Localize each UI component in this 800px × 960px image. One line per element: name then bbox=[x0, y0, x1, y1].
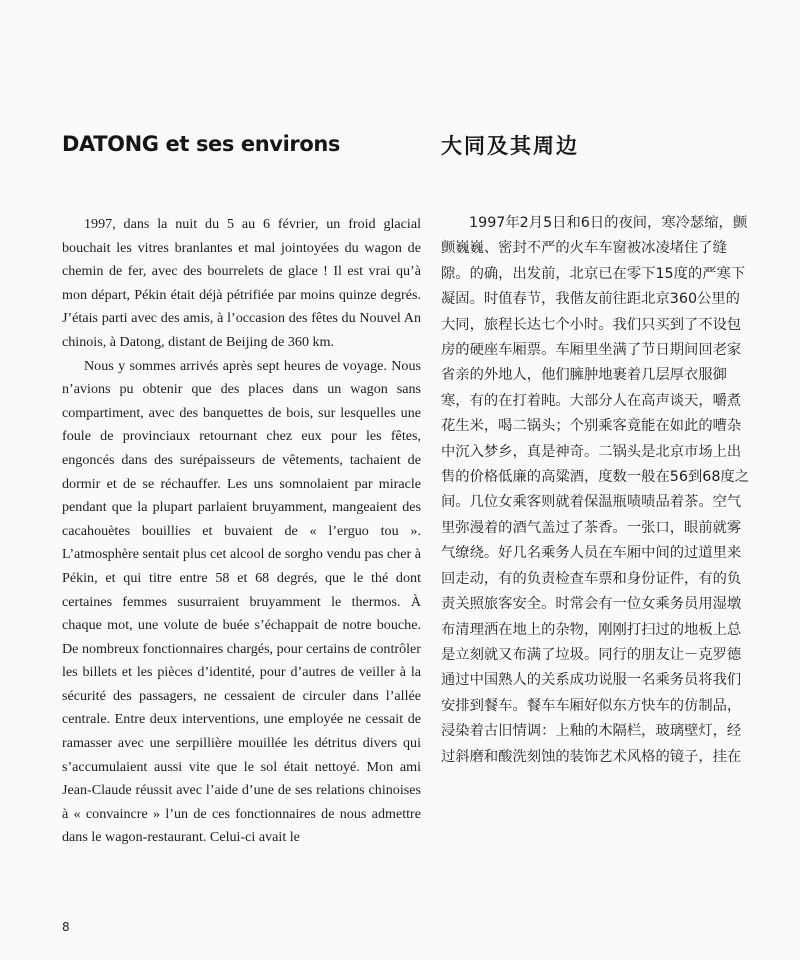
page-number: 8 bbox=[62, 920, 70, 934]
chinese-paragraph bbox=[441, 313, 771, 770]
chinese-line: 通过中国熟人的关系成功说服一名乘务员将我们 bbox=[441, 672, 742, 689]
chinese-line: 1997年2月5日和6日的夜间，寒冷瑟缩，颤 bbox=[469, 215, 748, 231]
chinese-column bbox=[441, 211, 771, 770]
french-paragraph: 1997, dans la nuit du 5 au 6 février, un froid glacial bouchait les vitres branlantes et mal jointoyées du wagon de chemin de fer, avec des bourrelets de glace ! Il est vrai qu’à mon départ, Pékin était déjà pétrifiée par moins quinze degrés. J’étais parti avec des amis, à l’occasion des fêtes du Nouvel An chinois, à Datong, distant de Beijing de 360 km. bbox=[62, 216, 421, 350]
chinese-line: 回走动，有的负责检查车票和身份证件，有的负 bbox=[441, 570, 742, 587]
chinese-line: 里弥漫着的酒气盖过了茶香。一张口，眼前就雾 bbox=[441, 519, 742, 536]
chinese-line: 中沉入梦乡，真是神奇。二锅头是北京市场上出 bbox=[441, 443, 742, 460]
chinese-line: 安排到餐车。餐车车厢好似东方快车的仿制品， bbox=[441, 697, 742, 714]
chinese-line: 是立刻就又布满了垃圾。同行的朋友让－克罗德 bbox=[441, 646, 742, 663]
chinese-line: 过斜磨和酸洗刻蚀的装饰艺术风格的镜子，挂在 bbox=[441, 748, 742, 765]
chinese-line: 房的硬座车厢票。车厢里坐满了节日期间回老家 bbox=[441, 342, 742, 359]
chinese-line: 省亲的外地人，他们臃肿地裹着几层厚衣服御 bbox=[441, 367, 727, 384]
chinese-line: 颤巍巍、密封不严的火车车窗被冰凌堵住了缝 bbox=[441, 240, 727, 257]
chinese-line: 大同，旅程长达七个小时。我们只买到了不设包 bbox=[441, 316, 742, 333]
chinese-title: 大同及其周边 bbox=[441, 134, 579, 158]
chinese-line: 花生米，喝二锅头；个别乘客竟能在如此的嘈杂 bbox=[441, 418, 742, 435]
french-column bbox=[62, 213, 421, 850]
chinese-line: 间。几位女乘客则就着保温瓶啧啧品着茶。空气 bbox=[441, 494, 742, 511]
chinese-line: 气缭绕。好几名乘务人员在车厢中间的过道里来 bbox=[441, 545, 742, 562]
chinese-line: 布清理洒在地上的杂物，刚刚打扫过的地板上总 bbox=[441, 621, 742, 638]
chinese-line: 凝固。时值春节，我偕友前往距北京360公里的 bbox=[441, 291, 740, 308]
french-paragraph: Nous y sommes arrivés après sept heures de voyage. Nous n’avions pu obtenir que des places dans un wagon sans compartiment, avec des banquettes de bois, sur lesquelles une foule de provinciaux retournant chez eux pour les fêtes, engoncés dans des surépaisseurs de vêtements, tachaient de dormir et de se réchauffer. Les uns somnolaient par miracle pendant que la plupart parlaient bruyamment, mangeaient des cacahouètes bouillies et buvaient de « l’erguo tou ». L’atmosphère sentait plus cet alcool de sorgho vendu pas cher à Pékin, et qui titre entre 58 et 68 degrés, que le thé dont certaines femmes susurraient bruyamment le thermos. À chaque mot, une volute de buée s’échappait de notre bouche. De nombreux fonctionnaires chargés, pour certains de contrôler les billets et les pièces d’identité, pour d’autres de veiller à la sécurité des passagers, ne cessaient de circuler dans l’allée centrale. Entre deux interventions, une employée ne cessait de ramasser avec une serpillière mouillée les détritus divers qui s’accumulaient aussi vite que le sol était nettoyé. Mon ami Jean-Claude réussit avec l’aide d’une de ses relations chinoises à « convaincre » l’un de ces fonctionnaires de nous admettre dans le wagon-restaurant. Celui-ci avait le bbox=[62, 357, 421, 846]
chinese-line: 寒，有的在打着盹。大部分人在高声谈天，嚼煮 bbox=[441, 392, 742, 409]
french-title: DATONG et ses environs bbox=[62, 132, 341, 156]
chinese-line: 售的价格低廉的高粱酒，度数一般在56到68度之 bbox=[441, 469, 750, 486]
chinese-line: 隙。的确，出发前，北京已在零下15度的严寒下 bbox=[441, 265, 746, 282]
chinese-line: 浸染着古旧情调：上釉的木隔栏，玻璃壁灯，经 bbox=[441, 723, 742, 740]
chinese-line: 责关照旅客安全。时常会有一位女乘务员用湿墩 bbox=[441, 596, 742, 613]
chinese-paragraph bbox=[441, 211, 771, 313]
